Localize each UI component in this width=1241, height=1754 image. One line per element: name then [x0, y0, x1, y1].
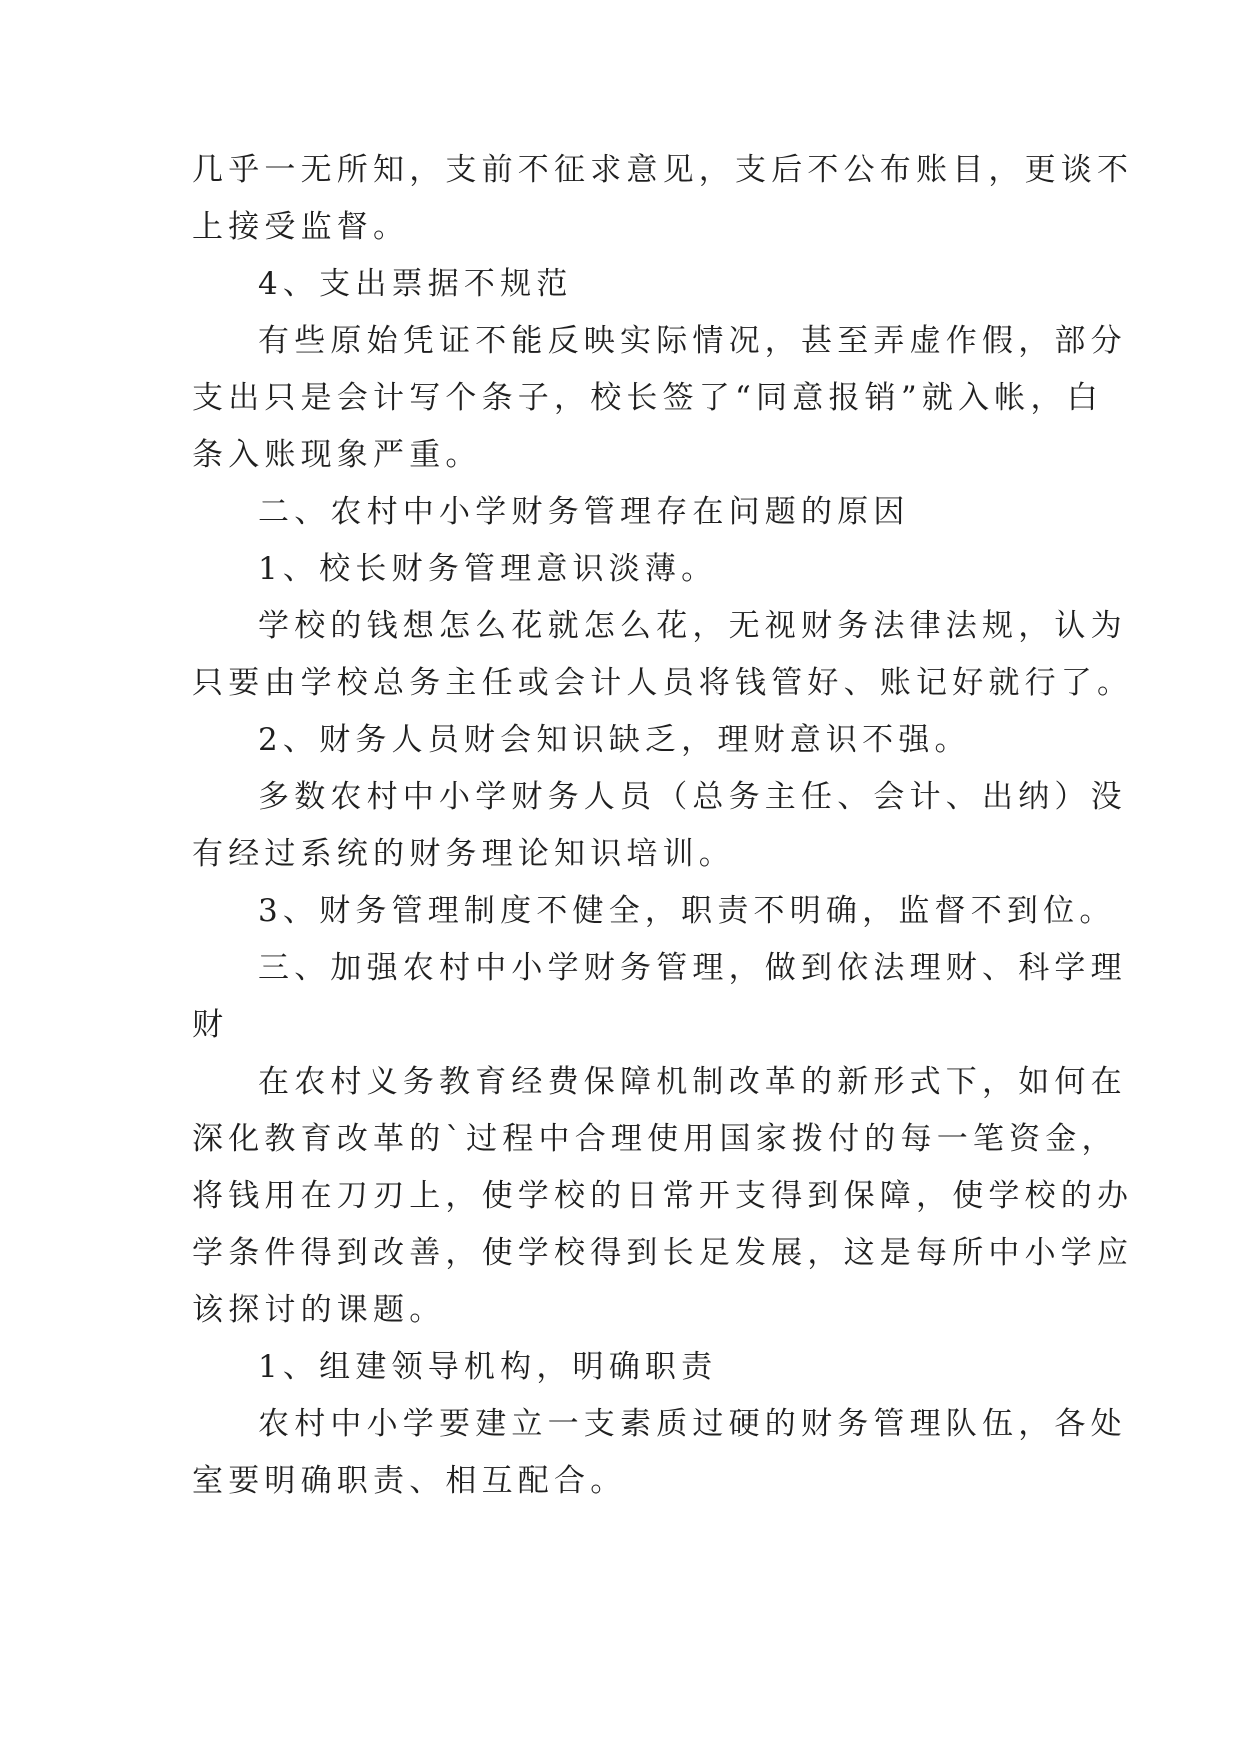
text-line: 有经过系统的财务理论知识培训。 — [192, 836, 735, 872]
text-line: 学校的钱想怎么花就怎么花，无视财务法律法规，认为 — [258, 608, 1127, 644]
section-heading: 4、支出票据不规范 — [258, 266, 573, 302]
text-line: 只要由学校总务主任或会计人员将钱管好、账记好就行了。 — [192, 665, 1134, 701]
text-line: 几乎一无所知，支前不征求意见，支后不公布账目，更谈不 — [192, 152, 1134, 188]
section-heading: 3、财务管理制度不健全，职责不明确，监督不到位。 — [258, 893, 1116, 929]
text-line: 将钱用在刀刃上，使学校的日常开支得到保障，使学校的办 — [192, 1178, 1134, 1214]
text-line: 学条件得到改善，使学校得到长足发展，这是每所中小学应 — [192, 1235, 1134, 1271]
section-heading: 二、农村中小学财务管理存在问题的原因 — [258, 494, 910, 530]
text-line: 在农村义务教育经费保障机制改革的新形式下，如何在 — [258, 1064, 1127, 1100]
section-heading: 财 — [192, 1007, 229, 1043]
section-heading: 三、加强农村中小学财务管理，做到依法理财、科学理 — [258, 950, 1127, 986]
section-heading: 1、校长财务管理意识淡薄。 — [258, 551, 718, 587]
section-heading: 2、财务人员财会知识缺乏，理财意识不强。 — [258, 722, 971, 758]
text-line: 条入账现象严重。 — [192, 437, 482, 473]
text-line: 支出只是会计写个条子，校长签了“同意报销”就入帐，白 — [192, 380, 1103, 416]
text-line: 多数农村中小学财务人员（总务主任、会计、出纳）没 — [258, 779, 1127, 815]
text-line: 上接受监督。 — [192, 209, 410, 245]
text-line: 该探讨的课题。 — [192, 1292, 446, 1328]
text-line: 农村中小学要建立一支素质过硬的财务管理队伍，各处 — [258, 1406, 1127, 1442]
text-line: 深化教育改革的`过程中合理使用国家拨付的每一笔资金， — [192, 1121, 1118, 1157]
text-line: 室要明确职责、相互配合。 — [192, 1463, 627, 1499]
text-line: 有些原始凭证不能反映实际情况，甚至弄虚作假，部分 — [258, 323, 1127, 359]
section-heading: 1、组建领导机构，明确职责 — [258, 1349, 718, 1385]
